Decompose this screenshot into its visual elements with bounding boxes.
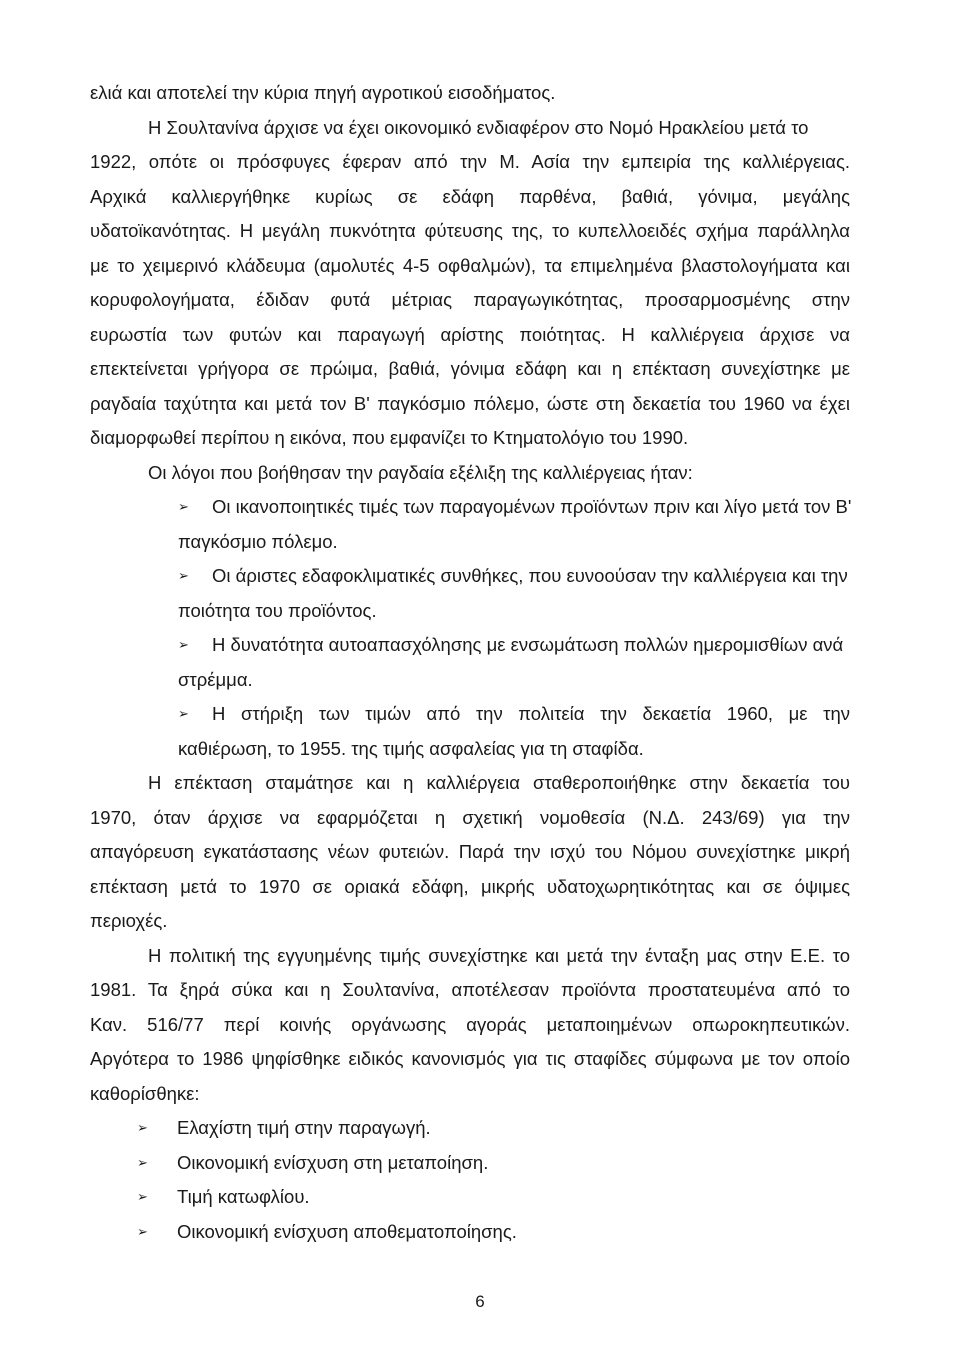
text-line: διαμορφωθεί περίπου η εικόνα, που εμφανίζει το Κτηματολόγιο του 1990.	[90, 427, 689, 448]
text-line: ευρωστία των φυτών και παραγωγή αρίστης ποιότητας. Η καλλιέργεια άρχισε να	[90, 323, 850, 345]
text-line: καθορίσθηκε:	[90, 1082, 200, 1104]
text-line: Αργότερα το 1986 ψηφίσθηκε ειδικός κανονισμός για τις σταφίδες σύμφωνα με τον οποίο	[90, 1048, 850, 1069]
text-line: με το χειμερινό κλάδευμα (αμολυτές 4-5 οφθαλμών), τα επιμελημένα βλαστολογήματα και	[90, 254, 850, 276]
list-item-text: Οι άριστες εδαφοκλιματικές συνθήκες, που ευνοούσαν την καλλιέργεια και την	[212, 565, 848, 586]
text-line: ελιά και αποτελεί την κύρια πηγή αγροτικού εισοδήματος.	[90, 82, 556, 103]
list-item	[90, 1111, 850, 1146]
list-item	[90, 1180, 850, 1215]
list-item-text: Η δυνατότητα αυτοαπασχόλησης με ενσωμάτωση πολλών ημερομισθίων ανά	[212, 634, 844, 655]
text-line: απαγόρευση εγκατάστασης νέων φυτειών. Παρά την ισχύ του Νόμου συνεχίστηκε μικρή	[90, 841, 850, 862]
list-item	[90, 490, 850, 525]
text-line: Η επέκταση σταμάτησε και η καλλιέργεια σταθεροποιήθηκε στην δεκαετία του	[148, 772, 850, 793]
list-item	[90, 697, 850, 732]
text-line: 1970, όταν άρχισε να εφαρμόζεται η σχετική νομοθεσία (Ν.Δ. 243/69) για την	[90, 806, 850, 828]
arrow-bullet-icon: ➢	[137, 1154, 148, 1170]
document-page	[90, 76, 850, 1249]
text-line: περιοχές.	[90, 910, 168, 931]
text-line: Η Σουλτανίνα άρχισε να έχει οικονομικό ενδιαφέρον στο Νομό Ηρακλείου μετά το	[148, 116, 809, 138]
list-item	[90, 1215, 850, 1250]
text-line: Η πολιτική της εγγυημένης τιμής συνεχίστηκε και μετά την ένταξη μας στην Ε.Ε. το	[148, 944, 850, 966]
text-line: 1981. Τα ξηρά σύκα και η Σουλτανίνα, αποτέλεσαν προϊόντα προστατευμένα από το	[90, 979, 850, 1000]
reasons-list	[90, 490, 850, 766]
list-item	[90, 628, 850, 663]
text-line: επέκταση μετά το 1970 σε οριακά εδάφη, μικρής υδατοχωρητικότητας και σε όψιμες	[90, 875, 850, 897]
page-number: 6	[475, 1292, 485, 1311]
text-line: επεκτείνεται γρήγορα σε πρώιμα, βαθιά, γόνιμα εδάφη και η επέκταση συνεχίστηκε με	[90, 358, 850, 379]
text-line: ραγδαία ταχύτητα και μετά τον Β' παγκόσμιο πόλεμο, ώστε στη δεκαετία του 1960 να έχει	[90, 392, 850, 414]
text-line: 1922, οπότε οι πρόσφυγες έφεραν από την Μ. Ασία την εμπειρία της καλλιέργειας.	[90, 151, 850, 172]
list-item-text: Οικονομική ενίσχυση αποθεματοποίησης.	[177, 1220, 517, 1242]
list-item-text: Η στήριξη των τιμών από την πολιτεία την δεκαετία 1960, με την	[212, 703, 850, 724]
list-item-continuation: ποιότητα του προϊόντος.	[178, 599, 377, 621]
arrow-bullet-icon: ➢	[137, 1120, 148, 1135]
reasons-intro: Οι λόγοι που βοήθησαν την ραγδαία εξέλιξη της καλλιέργειας ήταν:	[148, 461, 693, 483]
list-item-continuation: στρέμμα.	[178, 668, 253, 690]
text-line: υδατοϊκανότητας. Η μεγάλη πυκνότητα φύτευσης της, το κυπελλοειδές σχήμα παράλληλα	[90, 220, 850, 241]
list-item	[90, 559, 850, 594]
text-line: κορυφολογήματα, έδιδαν φυτά μέτριας παραγωγικότητας, προσαρμοσμένης στην	[90, 289, 850, 310]
arrow-bullet-icon: ➢	[137, 1223, 148, 1239]
list-item-continuation: καθιέρωση, το 1955. της τιμής ασφαλείας για τη σταφίδα.	[178, 737, 644, 759]
arrow-bullet-icon: ➢	[178, 706, 189, 721]
list-item-text: Ελαχίστη τιμή στην παραγωγή.	[177, 1117, 431, 1138]
arrow-bullet-icon: ➢	[178, 499, 189, 514]
text-line: Καν. 516/77 περί κοινής οργάνωσης αγοράς μεταποιημένων οπωροκηπευτικών.	[90, 1013, 850, 1035]
arrow-bullet-icon: ➢	[137, 1189, 148, 1204]
arrow-bullet-icon: ➢	[178, 637, 189, 652]
list-item-text: Οι ικανοποιητικές τιμές των παραγομένων προϊόντων πριν και λίγο μετά τον Β'	[212, 496, 852, 517]
list-item-text: Οικονομική ενίσχυση στη μεταποίηση.	[177, 1151, 489, 1173]
arrow-bullet-icon: ➢	[178, 568, 189, 583]
measures-list	[90, 1111, 850, 1249]
text-line: Αρχικά καλλιεργήθηκε κυρίως σε εδάφη παρθένα, βαθιά, γόνιμα, μεγάλης	[90, 185, 850, 207]
list-item	[90, 1146, 850, 1181]
list-item-text: Τιμή κατωφλίου.	[177, 1186, 310, 1207]
list-item-continuation: παγκόσμιο πόλεμο.	[178, 530, 338, 552]
